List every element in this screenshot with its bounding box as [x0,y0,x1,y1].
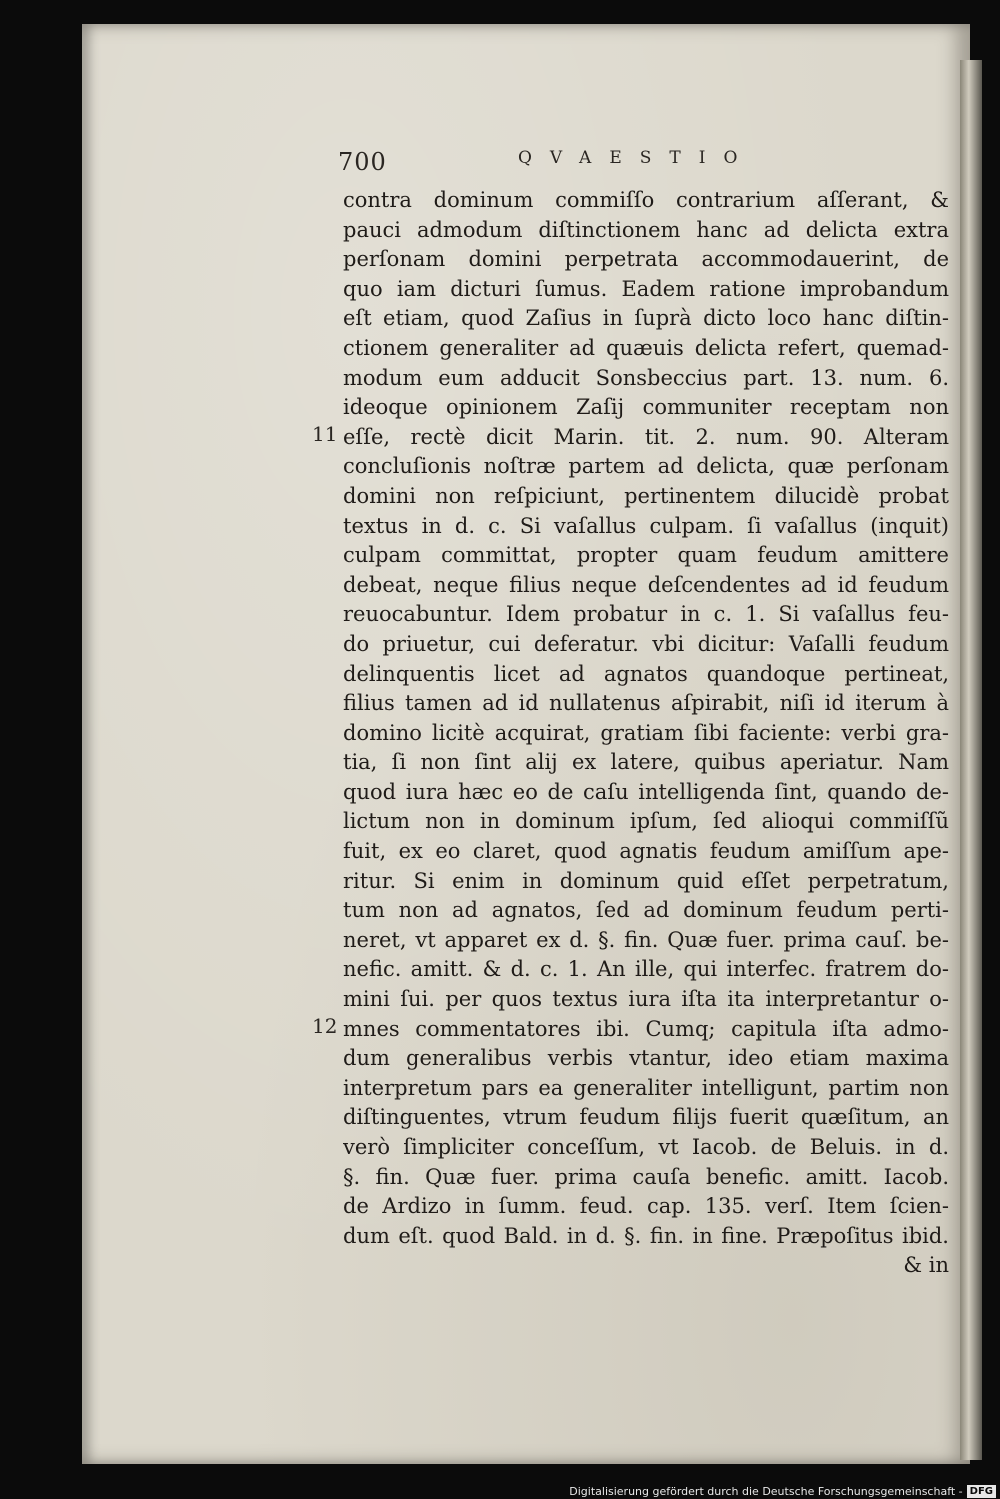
text-line: domino licitè acquirat, gratiam ſibi faciente: verbi gra- [343,720,949,745]
text-line: §. fin. Quæ fuer. prima cauſa benefic. amitt. Iacob. [343,1164,949,1189]
text-line: dum eſt. quod Bald. in d. §. fin. in fine. Præpoſitus ibid. [343,1223,949,1248]
text-line: filius tamen ad id nullatenus aſpirabit, niſi id iterum à [343,691,949,716]
text-line: culpam committat, propter quam feudum amittere [343,543,949,568]
page-header [338,148,958,178]
text-line: lictum non in dominum ipſum, ſed alioqui commiſſũ [343,809,949,834]
text-line: concluſionis noſtræ partem ad delicta, quæ perſonam [343,454,949,479]
text-line: reuocabuntur. Idem probatur in c. 1. Si vaſallus feu- [343,602,949,627]
text-line: domini non reſpiciunt, pertinentem dilucidè probat [343,483,949,508]
text-line: quod iura hæc eo de caſu intelligenda ſint, quando de- [343,779,949,804]
text-line: eſt etiam, quod Zaſius in ſuprà dicto loco hanc diſtin- [343,306,949,331]
text-line: diſtinguentes, vtrum feudum filijs fuerit quæſitum, an [343,1105,949,1130]
text-line: eſſe, rectè dicit Marin. tit. 2. num. 90. Alteram [343,424,949,449]
text-line: verò ſimpliciter conceſſum, vt Iacob. de Beluis. in d. [343,1135,949,1159]
text-line: tum non ad agnatos, ſed ad dominum feudum perti- [343,898,949,923]
text-line: tia, ſi non ſint alij ex latere, quibus aperiatur. Nam [343,750,949,775]
text-line: de Ardizo in ſumm. feud. cap. 135. verſ. Item ſcien- [343,1194,949,1219]
catchword: & in [903,1253,949,1278]
text-line: ritur. Si enim in dominum quid eſſet perpetratum, [343,868,949,893]
text-line: textus in d. c. Si vaſallus culpam. ſi vaſallus (inquit) [343,513,949,538]
book-edge [960,60,982,1460]
text-line: do priuetur, cui deferatur. vbi dicitur: Vaſalli feudum [343,631,949,656]
text-line: mini ſui. per quos textus iura iſta ita interpretantur o- [343,987,949,1012]
text-line: quo iam dicturi ſumus. Eadem ratione improbandum [343,276,949,301]
text-line: delinquentis licet ad agnatos quandoque pertineat, [343,661,949,686]
text-line: interpretum pars ea generaliter intelligunt, partim non [343,1075,949,1100]
text-line: modum eum adducit Sonsbeccius part. 13. num. 6. [343,365,949,390]
text-line: ctionem generaliter ad quæuis delicta refert, quemad- [343,335,949,360]
page-number: 700 [338,148,387,176]
funding-footer [569,1484,996,1498]
body-text [343,186,949,1281]
funding-credit: Digitalisierung gefördert durch die Deutsche Forschungsgemeinschaft - [569,1484,963,1498]
text-line: pauci admodum diſtinctionem hanc ad delicta extra [343,217,949,242]
text-line: perſonam domini perpetrata accommodauerint, de [343,247,949,272]
text-line: contra dominum commiſſo contrarium aſſerant, & [343,188,949,212]
text-line: fuit, ex eo claret, quod agnatis feudum amiſſum ape- [343,839,949,864]
dfg-logo: DFG [967,1485,996,1498]
margin-number-11: 11 [312,422,338,446]
text-line: dum generalibus verbis vtantur, ideo etiam maxima [343,1046,949,1071]
text-line: debeat, neque filius neque deſcendentes ad id feudum [343,572,949,597]
text-line: ideoque opinionem Zaſij communiter receptam non [343,395,949,420]
text-line: mnes commentatores ibi. Cumq; capitula iſta admo- [343,1016,949,1041]
running-head: QVAESTIO [518,148,756,168]
text-line: nefic. amitt. & d. c. 1. An ille, qui interfec. fratrem do- [343,957,949,982]
margin-number-12: 12 [312,1014,338,1038]
text-line: neret, vt apparet ex d. §. fin. Quæ fuer. prima cauſ. be- [343,927,949,952]
